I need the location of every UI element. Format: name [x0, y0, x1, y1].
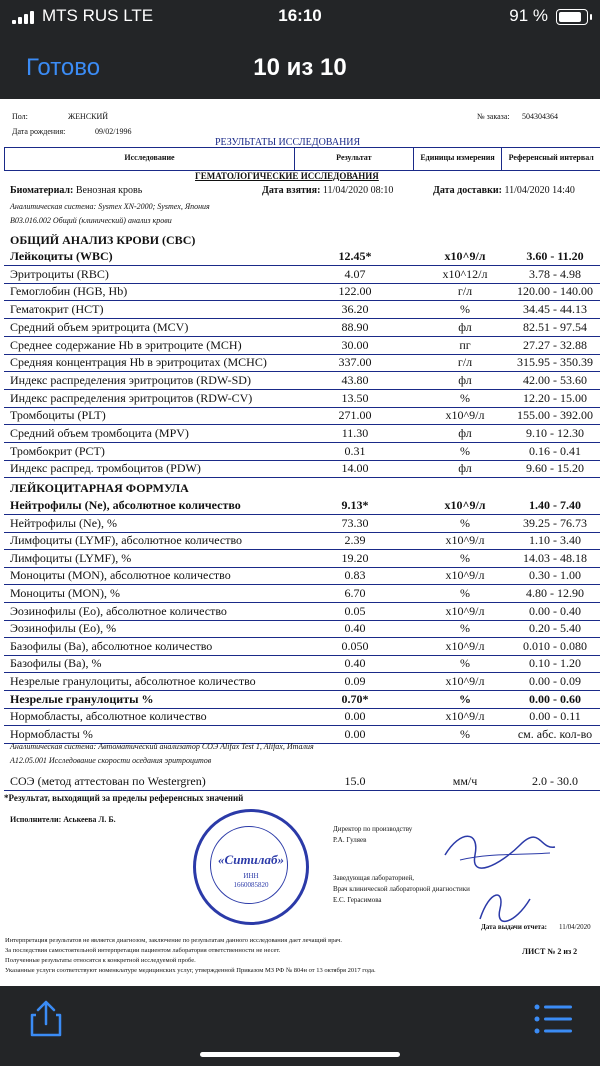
test-name: Нормобласты, абсолютное количество: [10, 709, 207, 724]
test-value: 36.20: [341, 302, 369, 317]
biomaterial-label: Биоматериал:: [10, 185, 74, 196]
test-value: 2.39: [344, 533, 366, 548]
table-row: [10, 249, 600, 266]
issue-date-label: Дата выдачи отчета:: [481, 923, 547, 931]
test-unit: пг: [459, 337, 471, 352]
table-row: [10, 461, 600, 478]
test-unit: мм/ч: [452, 774, 478, 788]
test-unit: %: [460, 302, 470, 317]
table-row: [10, 674, 600, 691]
table-row: [10, 551, 600, 568]
test-reference: 0.00 - 0.60: [529, 691, 581, 706]
table-row: [10, 709, 600, 726]
test-reference: 155.00 - 392.00: [517, 408, 593, 423]
test-value: 0.70*: [341, 691, 369, 706]
disclaimer-line: Полученные результаты относятся к конкретной исследуемой пробе.: [5, 957, 196, 964]
test-name: Индекс распределения эритроцитов (RDW-SD): [10, 372, 251, 387]
analyzer-note: Аналитическая система: Автоматический анализатор СОЭ Alifax Test 1, Alifax, Италия: [10, 742, 314, 751]
test-value: 88.90: [341, 319, 369, 334]
table-row: [10, 355, 600, 372]
list-icon[interactable]: [534, 1004, 572, 1034]
clock: 16:10: [278, 6, 322, 25]
test-reference: 12.20 - 15.00: [523, 390, 587, 405]
table-row: [10, 516, 600, 533]
test-reference: 9.60 - 15.20: [526, 461, 584, 476]
divider: [4, 790, 600, 791]
test-value: 14.00: [341, 461, 369, 476]
date-delivery-label: Дата доставки:: [433, 185, 502, 196]
table-row: [10, 444, 600, 461]
test-reference: 82.51 - 97.54: [523, 319, 587, 334]
test-value: 0.00: [344, 726, 366, 741]
test-name: Базофилы (Ba), абсолютное количество: [10, 638, 213, 653]
test-name: Средний объем тромбоцита (MPV): [10, 426, 189, 440]
test-reference: 0.010 - 0.080: [523, 638, 587, 653]
test-reference: 14.03 - 48.18: [523, 550, 587, 565]
test-unit: x10^9/л: [445, 709, 485, 724]
test-value: 15.0: [344, 774, 366, 788]
test-unit: фл: [458, 372, 472, 387]
battery-icon: [556, 9, 588, 25]
table-row: [10, 692, 600, 709]
table-row: [10, 586, 600, 603]
test-name: Нейтрофилы (Ne), абсолютное количество: [10, 498, 241, 512]
table-row: [10, 498, 600, 515]
test-reference: 9.10 - 12.30: [526, 426, 584, 440]
table-row: [10, 338, 600, 355]
director-name: Р.А. Гуляев: [333, 836, 367, 844]
table-row: [10, 604, 600, 621]
home-indicator[interactable]: [200, 1052, 400, 1057]
test-unit: фл: [458, 319, 472, 334]
stamp-inn-number: 1660085820: [233, 881, 269, 889]
footnote: *Результат, выходящий за пределы референсных значений: [4, 793, 244, 803]
order-label: № заказа:: [477, 112, 510, 121]
test-reference: 0.16 - 0.41: [529, 443, 581, 458]
test-value: 271.00: [338, 408, 372, 423]
test-value: 4.07: [344, 266, 366, 281]
date-delivery: [433, 185, 575, 196]
test-value: 12.45*: [338, 249, 372, 263]
table-row: [10, 267, 600, 284]
test-name: Незрелые гранулоциты, абсолютное количество: [10, 674, 256, 688]
test-name: Средний объем эритроцита (MCV): [10, 319, 189, 334]
method-note: В03.016.002 Общий (клинический) анализ крови: [10, 216, 172, 225]
test-unit: x10^9/л: [445, 638, 485, 653]
test-reference: 315.95 - 350.39: [517, 355, 593, 370]
analyzer-note: Аналитическая система: Sysmex XN-2000; Sysmex, Япония: [10, 202, 210, 211]
test-name: Лейкоциты (WBC): [10, 249, 113, 263]
test-value: 0.31: [344, 443, 366, 458]
lab-head-name: Е.С. Герасимова: [333, 896, 382, 904]
nav-bar: [0, 40, 600, 96]
test-name: Индекс распределения эритроцитов (RDW-CV): [10, 390, 253, 405]
test-unit: %: [460, 621, 470, 636]
test-name: Эозинофилы (Eo), абсолютное количество: [10, 603, 227, 618]
test-value: 6.70: [344, 586, 366, 600]
test-unit: x10^9/л: [444, 249, 486, 263]
biomaterial: [10, 185, 142, 196]
test-reference: 39.25 - 76.73: [523, 515, 587, 530]
results-title: РЕЗУЛЬТАТЫ ИССЛЕДОВАНИЯ: [215, 137, 361, 148]
test-name: Нормобласты %: [10, 726, 93, 741]
table-header: [4, 147, 600, 171]
test-reference: 27.27 - 32.88: [523, 337, 587, 352]
cbc-title: ОБЩИЙ АНАЛИЗ КРОВИ (CBC): [10, 233, 196, 247]
document-page[interactable]: [0, 99, 600, 986]
disclaimer-line: Указанные услуги соответствуют номенклатуре медицинских услуг, утвержденной Приказом МЗ РФ № 804н от 13 октября 2017 года.: [5, 967, 376, 974]
test-value: 0.05: [344, 603, 366, 618]
method-note: А12.05.001 Исследование скорости оседания эритроцитов: [10, 756, 212, 765]
issue-date-value: 11/04/2020: [559, 923, 591, 931]
test-reference: см. абс. кол-во: [517, 726, 593, 741]
table-row: [10, 621, 600, 638]
table-row: [10, 533, 600, 550]
test-unit: %: [460, 515, 470, 530]
table-row: [10, 639, 600, 656]
leukocyte-formula-title: ЛЕЙКОЦИТАРНАЯ ФОРМУЛА: [10, 481, 189, 495]
table-row: [10, 568, 600, 585]
test-unit: г/л: [457, 355, 473, 370]
test-unit: x10^9/л: [445, 603, 485, 618]
date-delivery-value: 11/04/2020 14:40: [504, 185, 575, 196]
test-reference: 42.00 - 53.60: [523, 372, 587, 387]
status-bar: [0, 0, 600, 34]
test-name: Эритроциты (RBC): [10, 266, 109, 281]
disclaimer-line: Интерпретация результатов не является диагнозом, заключение по результатам данного исследования дает лечащий врач.: [5, 937, 342, 944]
test-value: 337.00: [338, 355, 372, 370]
table-row: [10, 373, 600, 390]
divider: [4, 477, 600, 478]
test-name: Средняя концентрация Hb в эритроцитах (MCHC): [10, 355, 267, 370]
test-name: Гемоглобин (HGB, Hb): [10, 284, 128, 299]
test-unit: x10^9/л: [445, 674, 485, 688]
date-taken: [262, 185, 393, 196]
test-value: 0.40: [344, 656, 366, 671]
battery-percent: 91 %: [509, 6, 548, 25]
test-unit: %: [460, 586, 470, 600]
test-unit: %: [460, 726, 470, 741]
test-value: 73.30: [341, 515, 369, 530]
biomaterial-value: Венозная кровь: [75, 185, 143, 196]
test-reference: 0.00 - 0.40: [529, 603, 581, 618]
test-value: 0.40: [344, 621, 366, 636]
test-value: 43.80: [341, 372, 369, 387]
test-value: 9.13*: [341, 498, 369, 512]
test-reference: 34.45 - 44.13: [523, 302, 587, 317]
test-unit: %: [460, 443, 470, 458]
test-reference: 0.10 - 1.20: [529, 656, 581, 671]
order-value: 504304364: [522, 112, 558, 121]
table-row: [10, 408, 600, 425]
table-row: [10, 656, 600, 673]
date-taken-value: 11/04/2020 08:10: [322, 185, 394, 196]
test-reference: 1.10 - 3.40: [529, 533, 581, 548]
table-row: [10, 426, 600, 443]
sheet-number: ЛИСТ № 2 из 2: [522, 947, 578, 956]
carrier-label: MTS RUS LTE: [42, 6, 154, 25]
test-name: СОЭ (метод аттестован по Westergren): [10, 774, 206, 788]
test-unit: x10^12/л: [442, 266, 488, 281]
sex-value: ЖЕНСКИЙ: [68, 112, 109, 121]
column-header: Референсный интервал: [502, 148, 600, 170]
test-value: 13.50: [341, 390, 369, 405]
test-unit: %: [460, 656, 470, 671]
performers: Исполнители: Аськеева Л. Б.: [10, 815, 116, 824]
disclaimer-line: За последствия самостоятельной интерпретации пациентом лаборатория ответственности не несет.: [5, 947, 281, 954]
test-name: Моноциты (MON), %: [10, 586, 120, 600]
sex-label: Пол:: [12, 112, 28, 121]
test-unit: x10^9/л: [445, 568, 485, 583]
test-name: Тромбоциты (PLT): [10, 408, 106, 423]
lab-stamp: [193, 809, 309, 925]
test-unit: x10^9/л: [445, 533, 485, 548]
test-reference: 0.00 - 0.11: [529, 709, 581, 724]
test-unit: %: [460, 390, 470, 405]
test-name: Индекс распред. тромбоцитов (PDW): [10, 461, 201, 476]
test-reference: 3.60 - 11.20: [526, 249, 584, 263]
test-name: Моноциты (MON), абсолютное количество: [10, 568, 231, 583]
test-name: Базофилы (Ba), %: [10, 656, 102, 671]
test-reference: 120.00 - 140.00: [517, 284, 593, 299]
test-value: 11.30: [341, 426, 369, 440]
director-signature: [440, 825, 560, 875]
director-title: Директор по производству: [333, 825, 413, 833]
test-value: 122.00: [338, 284, 372, 299]
test-value: 30.00: [341, 337, 369, 352]
test-reference: 0.00 - 0.09: [529, 674, 581, 688]
test-value: 19.20: [341, 550, 369, 565]
done-button[interactable]: Готово: [26, 54, 101, 81]
table-row: [10, 391, 600, 408]
test-unit: фл: [458, 426, 472, 440]
test-unit: фл: [458, 461, 472, 476]
test-value: 0.00: [344, 709, 366, 724]
birth-value: 09/02/1996: [95, 127, 132, 136]
share-icon[interactable]: [26, 998, 66, 1038]
table-row: [10, 284, 600, 301]
test-reference: 1.40 - 7.40: [529, 498, 581, 512]
table-row: [10, 320, 600, 337]
test-unit: %: [460, 550, 470, 565]
test-unit: г/л: [457, 284, 473, 299]
table-row: [10, 774, 600, 791]
column-header: Единицы измерения: [414, 148, 503, 170]
test-value: 0.050: [341, 638, 369, 653]
test-name: Незрелые гранулоциты %: [10, 691, 154, 706]
test-reference: 0.20 - 5.40: [529, 621, 581, 636]
lab-head-position: Врач клинической лабораторной диагностики: [333, 885, 470, 893]
test-name: Среднее содержание Hb в эритроците (MCH): [10, 337, 242, 352]
section-title: ГЕМАТОЛОГИЧЕСКИЕ ИССЛЕДОВАНИЯ: [195, 171, 379, 181]
test-reference: 0.30 - 1.00: [529, 568, 581, 583]
column-header: Результат: [295, 148, 414, 170]
test-name: Лимфоциты (LYMF), %: [10, 550, 132, 565]
lab-head-title: Заведующая лабораторией,: [333, 874, 415, 882]
birth-label: Дата рождения:: [12, 127, 66, 136]
test-reference: 2.0 - 30.0: [532, 774, 578, 788]
test-reference: 3.78 - 4.98: [529, 266, 581, 281]
table-row: [10, 302, 600, 319]
test-name: Лимфоциты (LYMF), абсолютное количество: [10, 533, 243, 548]
test-name: Эозинофилы (Eo), %: [10, 621, 117, 636]
test-unit: %: [459, 691, 471, 706]
test-name: Тромбокрит (PCT): [10, 443, 105, 458]
test-name: Гематокрит (HCT): [10, 302, 104, 317]
test-reference: 4.80 - 12.90: [526, 586, 584, 600]
column-header: Исследование: [5, 148, 295, 170]
test-unit: x10^9/л: [445, 408, 485, 423]
test-unit: x10^9/л: [444, 498, 486, 512]
stamp-inn-label: ИНН: [243, 872, 259, 880]
test-value: 0.09: [344, 674, 366, 688]
test-name: Нейтрофилы (Ne), %: [10, 515, 118, 530]
test-value: 0.83: [344, 568, 366, 583]
stamp-name: «Ситилаб»: [218, 852, 284, 867]
date-taken-label: Дата взятия:: [262, 185, 321, 196]
page-counter-title: 10 из 10: [253, 54, 347, 81]
